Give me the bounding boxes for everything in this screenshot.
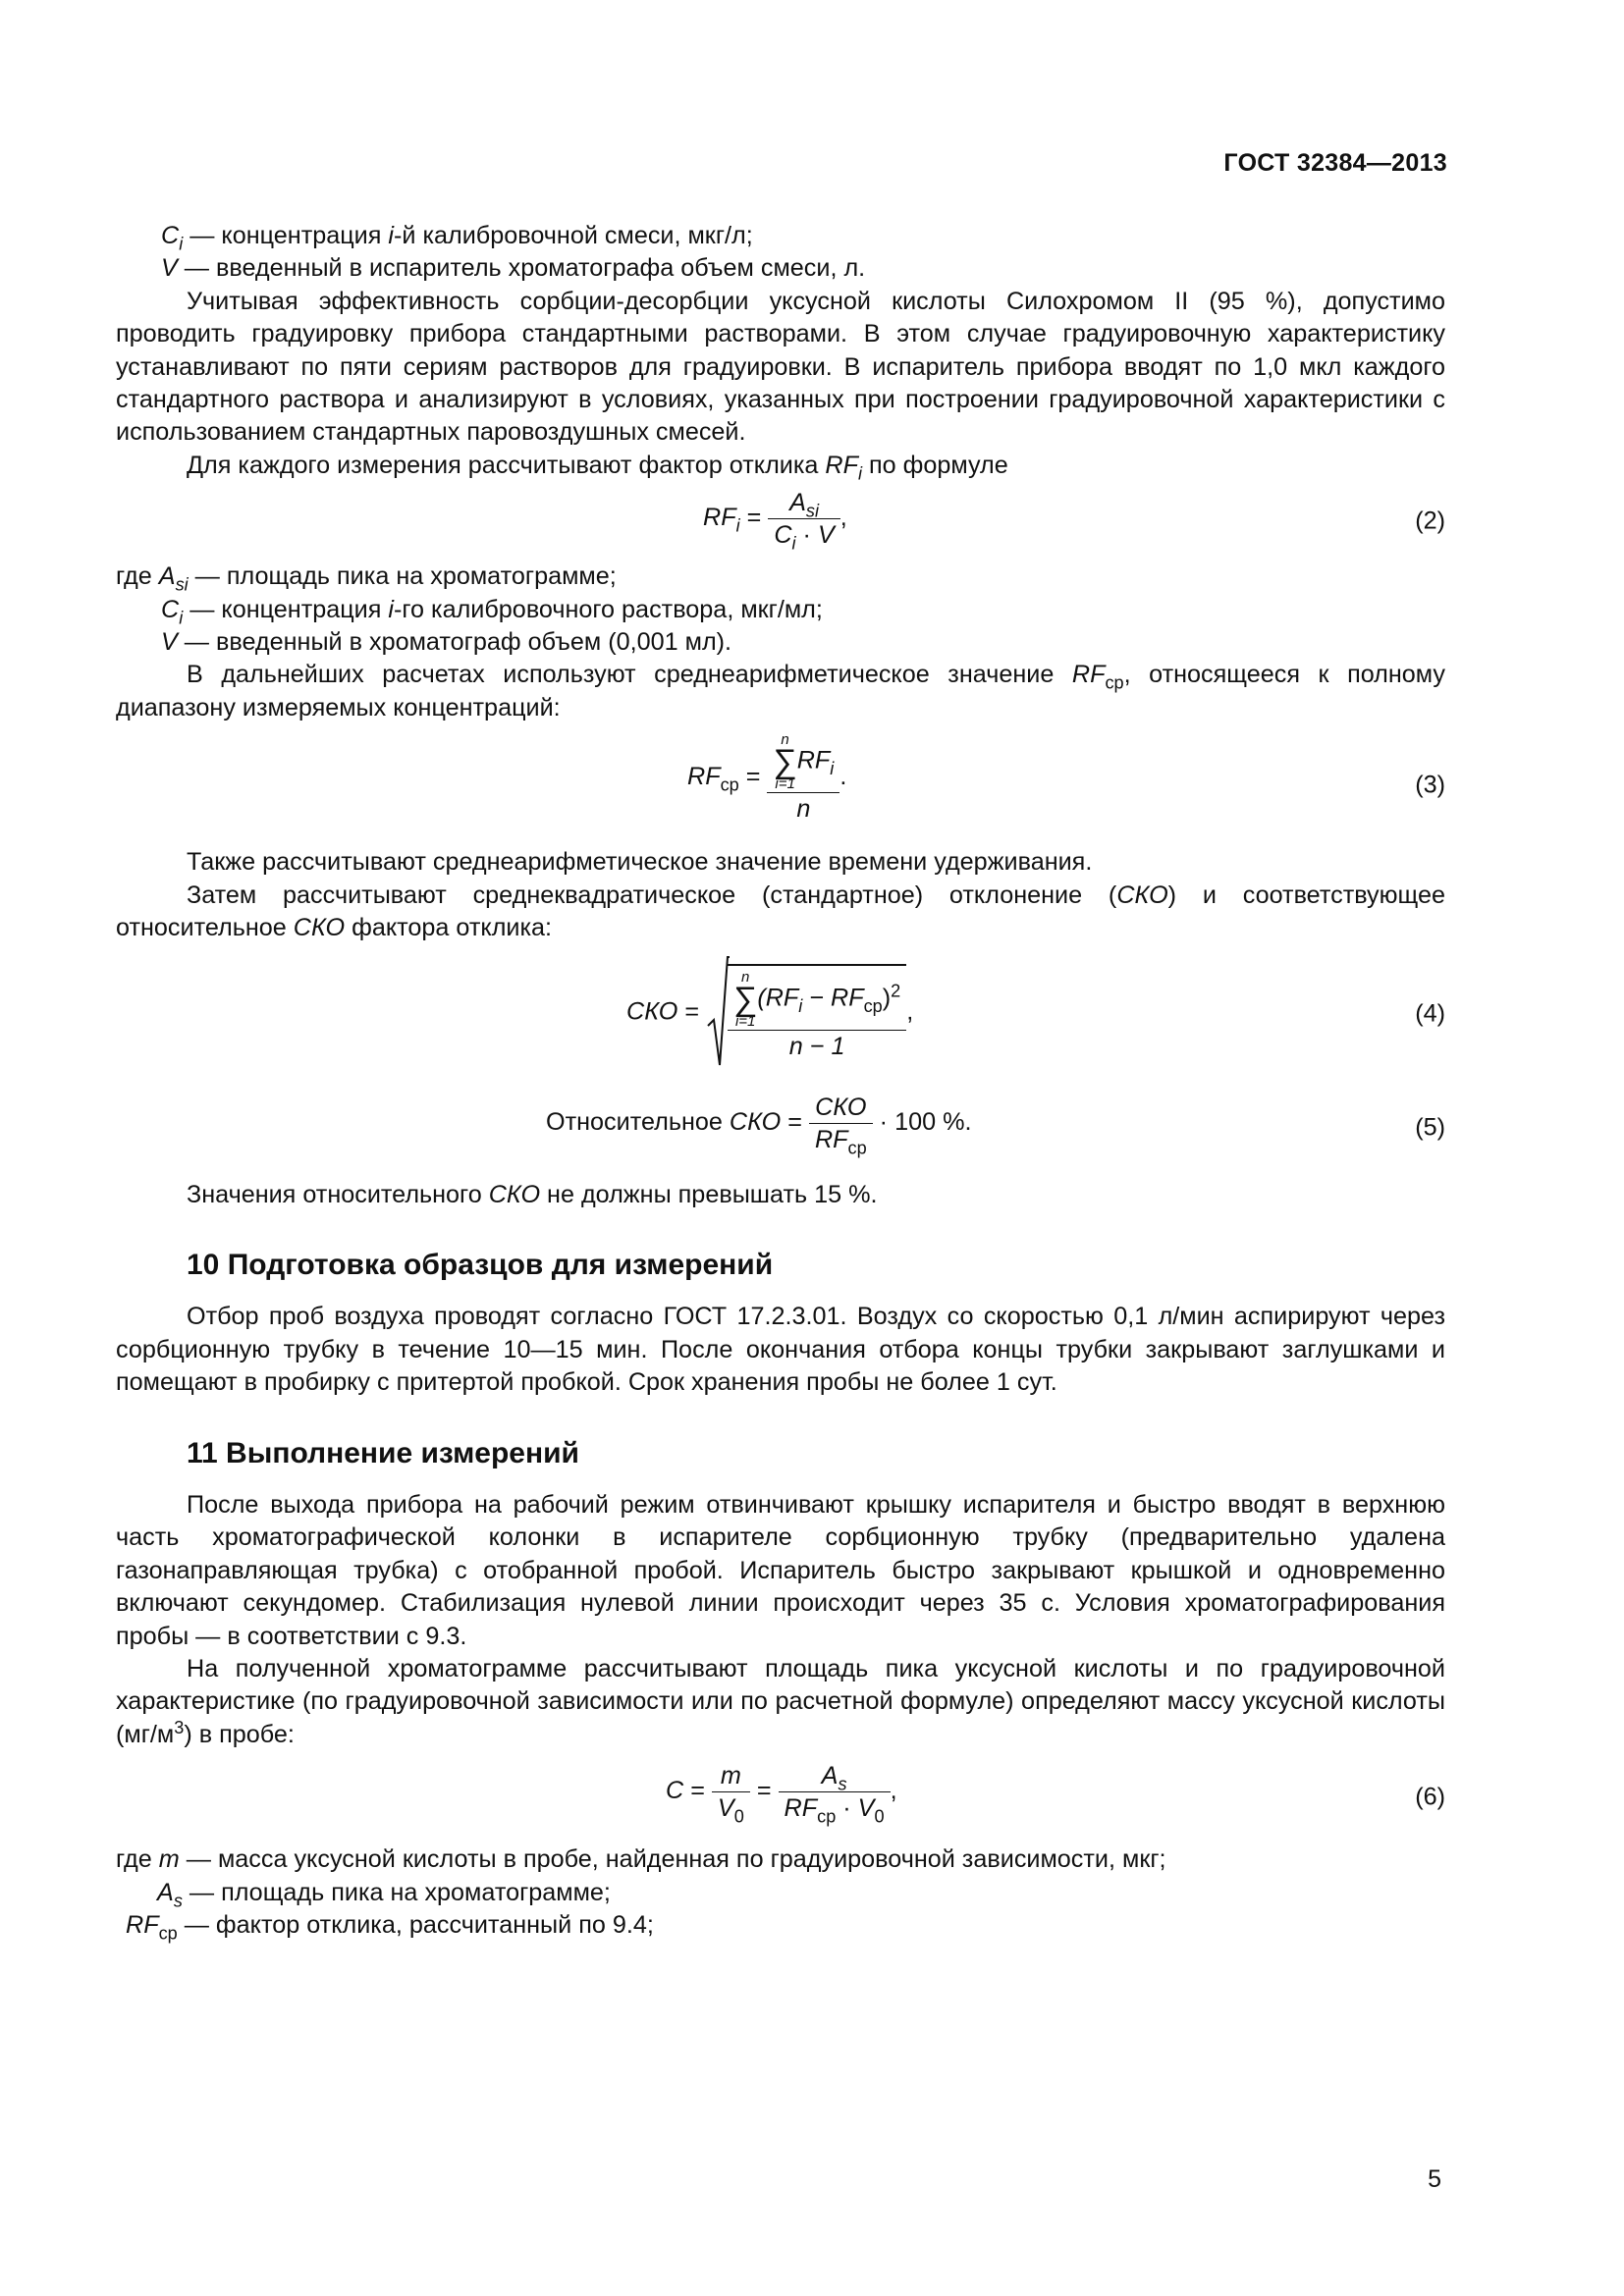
- sum-symbol: n ∑ i=1: [733, 969, 758, 1030]
- section-10-text: Отбор проб воздуха проводят согласно ГОСТ 17.2.3.01. Воздух со скоростью 0,1 л/мин аспирируют через сорбционную трубку в течение 10—15 мин. После окончания отбора концы трубки закрывают заглушками и помещают в пробирку с притертой пробкой. Срок хранения пробы не более 1 сут.: [116, 1303, 1445, 1397]
- document-header: ГОСТ 32384—2013: [1223, 149, 1447, 177]
- section-11-text-1: После выхода прибора на рабочий режим отвинчивают крышку испарителя и быстро вводят в верхнюю часть хроматографической колонки в испарителе сорбционную трубку (предварительно удалена газонаправляющая трубка) с отобранной пробой. Испаритель быстро закрывают крышкой и одновременно включают секундомер. Стабилизация нулевой линии происходит через 35 с. Условия хроматографирования пробы — в соответствии с 9.3.: [116, 1490, 1445, 1650]
- section-11-heading: 11 Выполнение измерений: [187, 1436, 579, 1469]
- paragraph-sko: Затем рассчитывают среднеквадратическое (стандартное) отклонение (СКО) и соответствующее относительное СКО фактора отклика:: [116, 881, 1446, 942]
- sqrt-radical: [706, 955, 730, 1071]
- paragraph-sko-limit: Значения относительного СКО не должны превышать 15 %.: [187, 1180, 878, 1208]
- equation-number: (4): [1415, 998, 1445, 1027]
- equation-number: (5): [1415, 1112, 1445, 1141]
- paragraph-mean-rf: В дальнейших расчетах используют среднеарифметическое значение $RF_{ср}$, относящееся к полному диапазону измеряемых концентраций:: [116, 661, 1445, 721]
- paragraph-calibration: Учитывая эффективность сорбции-десорбции уксусной кислоты Силохромом II (95 %), допустимо проводить градуировку прибора стандартными растворами. В этом случае градуировочную характеристику устанавливают по пяти сериям растворов для градуировки. В испаритель прибора вводят по 1,0 мкл каждого стандартного раствора и анализируют в условиях, указанных при построении градуировочной характеристики с использованием стандартных паровоздушных смесей.: [116, 287, 1445, 447]
- equation-4: СКО = n ∑ i=1 $(RF_i - RF_{ср})^2$ n − 1 , (4): [116, 945, 1445, 1083]
- eq6-fraction-1: $\frac{m}{V_0}$: [712, 1761, 750, 1823]
- def-v-injected: V — введенный в хроматограф объем (0,001 мл).: [161, 628, 732, 657]
- eq4-fraction: n ∑ i=1 $(RF_i - RF_{ср})^2$ n − 1: [728, 970, 906, 1061]
- page-number: 5: [1428, 2165, 1441, 2193]
- equation-number: (6): [1415, 1783, 1445, 1811]
- equation-5: Относительное СКО = $\frac{\text{СКО}}{RF_{ср}}$ · 100 %. (5): [546, 1093, 1445, 1157]
- def-asi: где $A_{si}$ — площадь пика на хроматограмме;: [116, 562, 617, 595]
- equation-2: $RF_i$ = $\frac{A_{si}}{C_i \cdot V}$ , (2): [703, 489, 1445, 554]
- eq2-fraction: $\frac{A_{si}}{C_i \cdot V}$: [768, 488, 839, 550]
- eq6-fraction-2: $\frac{A_s}{RF_{ср} \cdot V_0}$: [779, 1761, 891, 1823]
- equation-3: $RF_{ср}$ = n ∑ i=1 $RF_i$ n . (3): [687, 731, 1445, 824]
- def-ci-solution: $C_i$ — концентрация i-го калибровочного раствора, мкг/мл;: [161, 595, 823, 627]
- def-rf: $RF_{ср}$ — фактор отклика, рассчитанный по 9.4;: [126, 1911, 654, 1944]
- def-as: $A_s$ — площадь пика на хроматограмме;: [157, 1878, 611, 1910]
- section-11-text-2: На полученной хроматограмме рассчитывают площадь пика уксусной кислоты и по градуировочной характеристике (по градуировочной зависимости или по расчетной формуле) определяют массу уксусной кислоты $(мг/м^3)$ в пробе:: [116, 1654, 1445, 1748]
- sum-symbol: n ∑ i=1: [773, 731, 797, 793]
- equation-6: C = $\frac{m}{V_0}$ = $\frac{A_s}{RF_{ср} \cdot V_0}$ , (6): [666, 1762, 1445, 1827]
- paragraph-retention-time: Также рассчитывают среднеарифметическое значение времени удерживания.: [187, 848, 1093, 877]
- body-column: [116, 220, 1445, 1942]
- def-ci-mixture: $C_i$ — концентрация i-й калибровочной смеси, мкг/л;: [161, 222, 753, 254]
- eq5-fraction: $\frac{\text{СКО}}{RF_{ср}}$: [809, 1093, 873, 1154]
- equation-number: (3): [1415, 771, 1445, 799]
- def-m: где m — масса уксусной кислоты в пробе, найденная по градуировочной зависимости, мкг;: [116, 1845, 1166, 1874]
- def-v-mixture: V — введенный в испаритель хроматографа объем смеси, л.: [161, 254, 866, 283]
- paragraph-response-factor: Для каждого измерения рассчитывают фактор отклика $RF_i$ по формуле: [187, 451, 1008, 484]
- equation-number: (2): [1415, 507, 1445, 535]
- eq3-fraction: n ∑ i=1 $RF_i$ n: [767, 732, 839, 824]
- section-10-heading: 10 Подготовка образцов для измерений: [187, 1248, 774, 1281]
